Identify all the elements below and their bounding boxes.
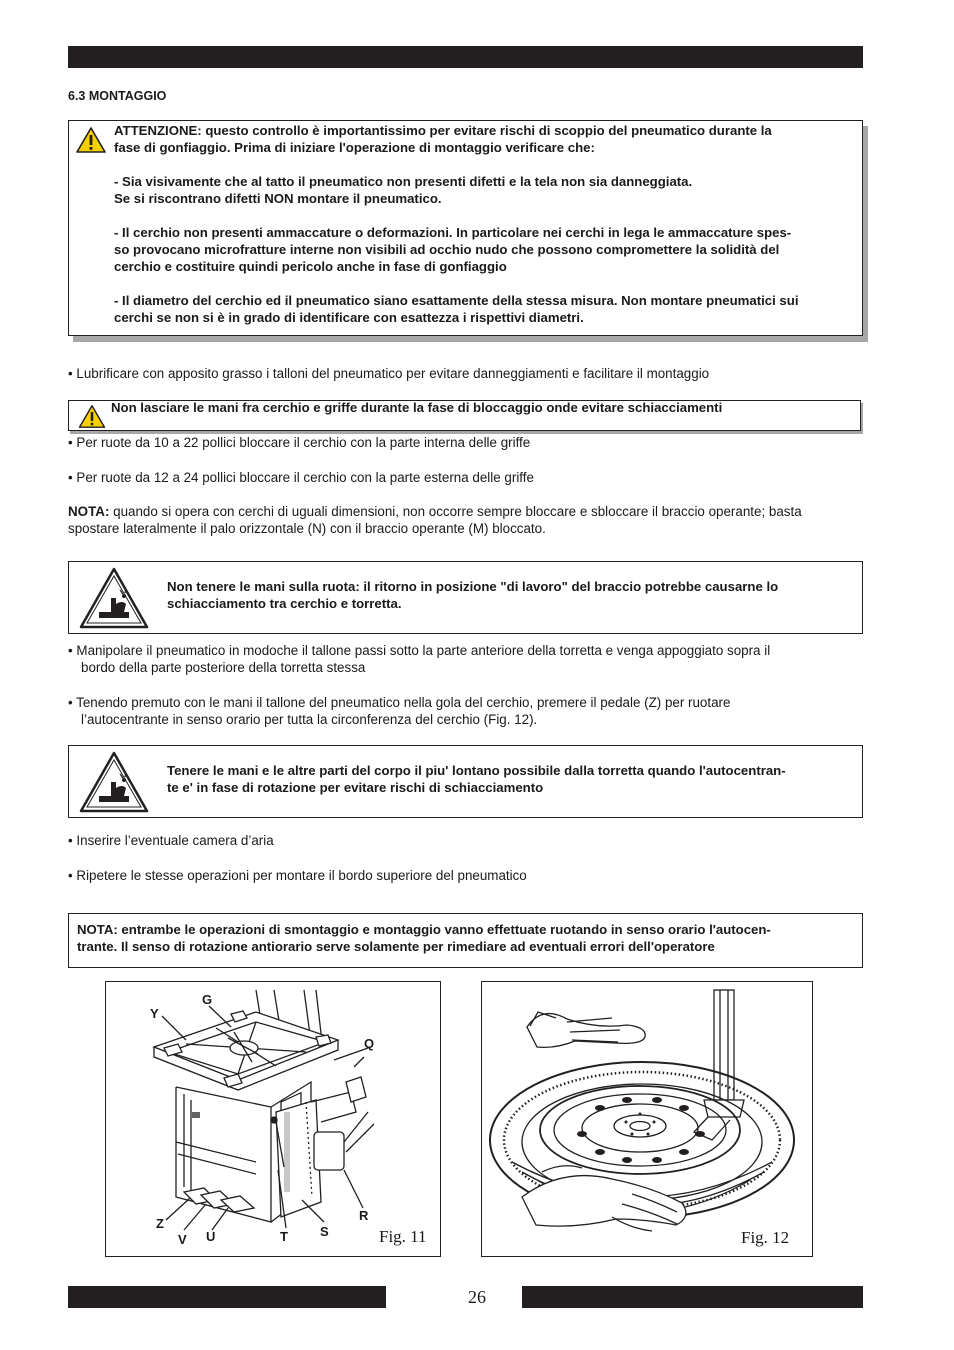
page-number: 26 xyxy=(468,1287,486,1307)
nota2-line1: NOTA: entrambe le operazioni di smontaggio e montaggio vanno effettuate ruotando in senso orario l'autocen- xyxy=(77,922,771,937)
warning3-text xyxy=(167,578,857,612)
fig12-caption: Fig. 12 xyxy=(741,1228,790,1247)
warning1-line: cerchi se non si è in grado di identificare con esattezza i rispettivi diametri. xyxy=(114,310,584,325)
bullet-lubrificare: • Lubrificare con apposito grasso i talloni del pneumatico per evitare danneggiamenti e facilitare il montaggio xyxy=(68,366,710,381)
warning4-box xyxy=(68,745,863,818)
fig11-label-z: Z xyxy=(156,1216,164,1231)
warning4-text xyxy=(167,762,857,796)
fig11-label-r: R xyxy=(359,1208,369,1223)
header-bar xyxy=(68,46,863,68)
warning4-line1: Tenere le mani e le altre parti del corpo il piu' lontano possibile dalla torretta quando l'autocentran- xyxy=(167,763,786,778)
figure-11 xyxy=(105,981,441,1257)
bullet4-line1: • Manipolare il pneumatico in modoche il tallone passi sotto la parte anteriore della torretta e venga appoggiato sopra il xyxy=(68,643,771,658)
section-title: 6.3 MONTAGGIO xyxy=(68,89,167,103)
bullet5-line1: • Tenendo premuto con le mani il tallone del pneumatico nella gola del cerchio, premere il pedale (Z) per ruotare xyxy=(68,695,731,710)
fig11-caption: Fig. 11 xyxy=(379,1227,427,1246)
fig11-label-u: U xyxy=(206,1229,216,1244)
bullet-camera-aria: • Inserire l’eventuale camera d’aria xyxy=(68,833,274,848)
bullet5-line2: l’autocentrante in senso orario per tutta la circonferenza del cerchio (Fig. 12). xyxy=(81,712,538,727)
warning3-line1: Non tenere le mani sulla ruota: il ritorno in posizione "di lavoro" del braccio potrebbe causarne lo xyxy=(167,579,779,594)
bullet-tenendo xyxy=(68,694,868,728)
nota2-text xyxy=(77,921,857,955)
fig11-label-s: S xyxy=(320,1224,329,1239)
nota1-label: NOTA: xyxy=(68,504,110,519)
warning4-line2: te e' in fase di rotazione per evitare rischi di schiacciamento xyxy=(167,780,544,795)
footer-bar-right xyxy=(522,1286,863,1308)
warning1-box xyxy=(68,120,863,336)
bullet4-line2: bordo della parte posteriore della torretta stessa xyxy=(81,660,366,675)
fig11-label-v: V xyxy=(178,1232,187,1247)
warning1-line: ATTENZIONE: questo controllo è importantissimo per evitare rischi di scoppio del pneumatico durante la xyxy=(114,123,772,138)
warning1-line: - Il diametro del cerchio ed il pneumatico siano esattamente della stessa misura. Non montare pneumatici sui xyxy=(114,293,799,308)
nota1-paragraph xyxy=(68,503,868,537)
warning1-line: - Il cerchio non presenti ammaccature o deformazioni. In particolare nei cerchi in lega le ammaccature spes- xyxy=(114,225,792,240)
hand-crush-hazard-icon xyxy=(78,750,150,814)
bullet-griffe-interna: • Per ruote da 10 a 22 pollici bloccare il cerchio con la parte interna delle griffe xyxy=(68,435,531,450)
warning1-line: - Sia visivamente che al tatto il pneumatico non presenti difetti e la tela non sia danneggiata. xyxy=(114,174,693,189)
nota2-box xyxy=(68,913,863,968)
fig11-label-g: G xyxy=(202,992,213,1007)
fig11-label-y: Y xyxy=(150,1006,159,1021)
bullet-griffe-esterna: • Per ruote da 12 a 24 pollici bloccare il cerchio con la parte esterna delle griffe xyxy=(68,470,534,485)
warning-triangle-icon xyxy=(75,126,107,154)
hand-crush-hazard-icon xyxy=(78,566,150,630)
warning1-line: cerchio e costituire quindi pericolo anche in fase di gonfiaggio xyxy=(114,259,507,274)
nota1-line2: spostare lateralmente il palo orizzontale (N) con il braccio operante (M) bloccato. xyxy=(68,521,546,536)
fig11-label-q: Q xyxy=(364,1036,375,1051)
warning-triangle-icon xyxy=(77,404,107,429)
warning1-line: fase di gonfiaggio. Prima di iniziare l'operazione di montaggio verificare che: xyxy=(114,140,595,155)
warning3-line2: schiacciamento tra cerchio e torretta. xyxy=(167,596,402,611)
tyre-mounting-illustration xyxy=(482,982,813,1257)
warning2-box xyxy=(68,400,861,431)
warning3-box xyxy=(68,561,863,634)
bullet-ripetere: • Ripetere le stesse operazioni per montare il bordo superiore del pneumatico xyxy=(68,868,527,883)
fig11-label-t: T xyxy=(280,1229,288,1244)
nota1-line1: quando si opera con cerchi di uguali dimensioni, non occorre sempre bloccare e sbloccare il braccio operante; basta xyxy=(109,504,802,519)
nota2-line2: trante. Il senso di rotazione antiorario serve solamente per rimediare ad eventuali errori dell'operatore xyxy=(77,939,715,954)
warning2-text: Non lasciare le mani fra cerchio e griffe durante la fase di bloccaggio onde evitare schiacciamenti xyxy=(111,400,723,415)
figure-12 xyxy=(481,981,813,1257)
warning1-line: so provocano microfratture interne non visibili ad occhio nudo che possono compromettere la solidità del xyxy=(114,242,780,257)
warning1-line: Se si riscontrano difetti NON montare il pneumatico. xyxy=(114,191,442,206)
bullet-manipolare xyxy=(68,642,868,676)
